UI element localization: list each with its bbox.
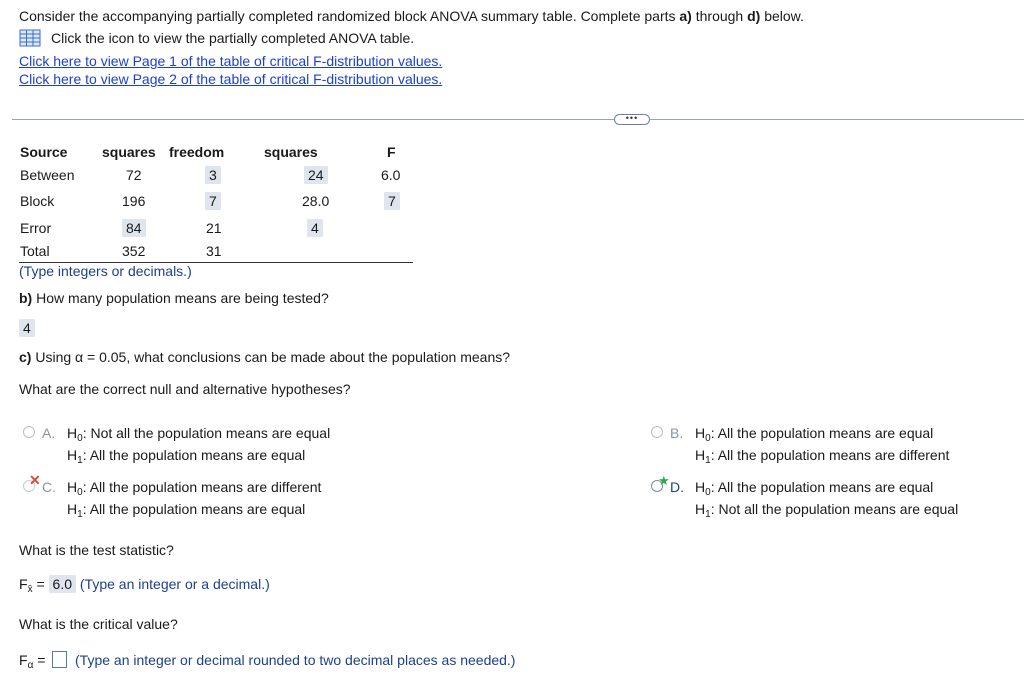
part-b-answer[interactable]: 4 <box>19 319 35 337</box>
cell-df-answer[interactable]: 3 <box>205 166 221 184</box>
instruction-text: Consider the accompanying partially completed randomized block ANOVA summary table. Complete parts a) through d) below. <box>19 8 804 24</box>
critical-value-input[interactable] <box>52 651 67 668</box>
option-h1: $H_1$: All the population means are equal <box>67 501 306 520</box>
radio-button[interactable] <box>23 426 35 438</box>
cell-ss: 72 <box>126 167 142 183</box>
option-letter: C. <box>42 479 56 495</box>
cell-ms-answer[interactable]: 24 <box>304 166 328 184</box>
header-f: F <box>387 144 396 160</box>
part-c-question: c) Using α = 0.05, what conclusions can be made about the population means? <box>19 349 511 365</box>
cell-df: 31 <box>206 243 222 259</box>
option-h0: $H_0$: All the population means are equal <box>695 425 934 444</box>
f-table-page2-link[interactable]: Click here to view Page 2 of the table of critical F-distribution values. <box>19 71 443 87</box>
cell-ss: 352 <box>122 243 146 259</box>
option-h0: $H_0$: All the population means are equal <box>695 479 934 498</box>
header-degrees-freedom: freedom <box>169 144 225 160</box>
option-h0: $H_0$: All the population means are different <box>67 479 322 498</box>
cell-ms: 28.0 <box>302 193 330 209</box>
row-source: Block <box>20 193 55 209</box>
cell-df: 21 <box>206 220 222 236</box>
test-stat-hint: (Type an integer or a decimal.) <box>79 576 270 592</box>
option-h1: $H_1$: All the population means are equal <box>67 447 306 466</box>
table-icon[interactable] <box>19 29 41 50</box>
part-b-question: b) How many population means are being tested? <box>19 290 329 306</box>
row-source: Total <box>20 243 50 259</box>
option-letter: B. <box>670 425 684 441</box>
test-stat-answer[interactable]: 6.0 <box>49 575 76 593</box>
radio-button[interactable] <box>651 426 663 438</box>
section-divider <box>12 119 1024 120</box>
more-button[interactable]: ••• <box>614 114 650 125</box>
row-source: Between <box>20 167 75 183</box>
cell-ss-answer[interactable]: 84 <box>122 219 146 237</box>
critical-hint: (Type an integer or decimal rounded to two decimal places as needed.) <box>75 652 516 668</box>
row-source: Error <box>20 220 52 236</box>
header-mean-squares: squares <box>264 144 318 160</box>
f-table-page1-link[interactable]: Click here to view Page 1 of the table of critical F-distribution values. <box>19 53 443 69</box>
header-sum-of-squares: squares <box>102 144 156 160</box>
cell-f-answer[interactable]: 7 <box>384 192 400 210</box>
header-source: Source <box>20 144 68 160</box>
test-stat-row: $F_{x̄} = 6.0$ (Type an integer or a decimal.) <box>19 576 270 595</box>
option-h0: $H_0$: Not all the population means are equal <box>67 425 331 444</box>
cell-df-answer[interactable]: 7 <box>205 192 221 210</box>
option-letter: D. <box>670 479 684 495</box>
table-hint: (Type integers or decimals.) <box>19 263 192 279</box>
cell-ms-answer[interactable]: 4 <box>307 219 323 237</box>
critical-label: $F_\alpha$ = <box>19 652 46 671</box>
critical-question: What is the critical value? <box>19 616 178 632</box>
cell-ss: 196 <box>122 193 146 209</box>
option-letter: A. <box>42 425 56 441</box>
correct-star-icon: ★ <box>658 473 670 488</box>
hypotheses-question: What are the correct null and alternative hypotheses? <box>19 381 351 397</box>
test-stat-question: What is the test statistic? <box>19 542 174 558</box>
cell-f: 6.0 <box>381 167 401 183</box>
table-icon-text: Click the icon to view the partially completed ANOVA table. <box>51 30 415 46</box>
incorrect-icon: ✕ <box>29 472 41 488</box>
option-h1: $H_1$: All the population means are different <box>695 447 950 466</box>
option-h1: $H_1$: Not all the population means are equal <box>695 501 959 520</box>
